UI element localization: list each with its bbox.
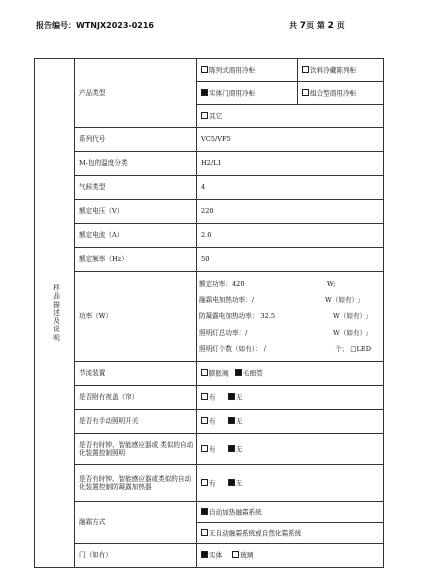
checkbox-checked-icon xyxy=(228,393,235,400)
side-char: 样 xyxy=(53,284,60,293)
checkbox-checked-icon xyxy=(201,89,208,96)
option-label: 饮料冷藏陈列柜 xyxy=(310,66,357,75)
checkbox-checked-icon xyxy=(235,369,242,376)
option-yes[interactable] xyxy=(201,445,216,454)
page-indicator xyxy=(289,20,345,31)
rated-voltage-value: 220 xyxy=(197,200,384,224)
checkbox-icon xyxy=(201,66,208,73)
checkbox-icon xyxy=(201,445,208,452)
option-label: 有 xyxy=(209,445,216,454)
rated-voltage-label: 额定电压（V） xyxy=(75,200,197,224)
auto-light-control-options xyxy=(197,434,384,465)
option-display-cooler[interactable] xyxy=(197,59,298,82)
option-label: 无 xyxy=(235,479,243,488)
climate-class-label: 气候类型 xyxy=(75,176,197,200)
product-type-label: 产品类型 xyxy=(75,59,197,128)
power-line-label: 照明灯个数（如有）： / xyxy=(199,345,266,354)
side-char: 明 xyxy=(53,333,60,342)
option-label: 组合型商用冷柜 xyxy=(310,89,357,98)
rated-frequency-label: 额定频率（Hz） xyxy=(75,248,197,272)
option-label: 膨胀阀 xyxy=(209,369,229,378)
auto-heater-control-label: 是否有时钟、智能感应器或类似的自动化装置控制防凝露加热器 xyxy=(75,465,197,502)
power-line-label: 防凝露电加热功率： 32.5 xyxy=(199,312,276,321)
auto-heater-control-options xyxy=(197,465,384,502)
option-solid-door[interactable] xyxy=(201,551,222,560)
checkbox-icon xyxy=(201,529,208,536)
option-solid-door-cooler[interactable] xyxy=(197,82,298,105)
option-combined-cooler[interactable] xyxy=(298,82,384,105)
checkbox-icon xyxy=(232,551,239,558)
power-line xyxy=(197,325,383,341)
option-capillary[interactable] xyxy=(235,369,263,378)
checkbox-checked-icon xyxy=(228,479,235,486)
option-label: 无 xyxy=(235,417,243,426)
power-line-unit: W（如有）; xyxy=(333,328,369,337)
power-line-label: 融霜电加热功率：/ xyxy=(199,295,254,304)
side-label xyxy=(35,59,75,568)
door-label: 门（如有） xyxy=(75,544,197,568)
night-cover-options xyxy=(197,386,384,410)
option-yes[interactable] xyxy=(201,417,216,426)
option-label: 实体 xyxy=(209,551,223,560)
checkbox-icon xyxy=(201,112,208,119)
rated-current-label: 额定电流（A） xyxy=(75,224,197,248)
side-char: 及 xyxy=(53,317,60,326)
option-label: 其它 xyxy=(209,112,223,121)
side-char: 描 xyxy=(53,300,60,309)
auto-light-control-label: 是否有时钟、智能感应器或 类似的自动化装置控制照明 xyxy=(75,434,197,465)
throttle-options xyxy=(197,362,384,386)
checkbox-icon xyxy=(201,393,208,400)
checkbox-icon xyxy=(302,66,309,73)
option-label: 自动加热融霜系统 xyxy=(209,508,262,517)
manual-light-switch-options xyxy=(197,410,384,434)
power-line xyxy=(197,341,383,357)
report-number-label: 报告编号： xyxy=(36,21,76,30)
option-label: 实体门商用冷柜 xyxy=(209,89,256,98)
option-label: 玻璃 xyxy=(240,551,254,560)
option-glass-door[interactable] xyxy=(232,551,253,560)
product-type-options xyxy=(197,59,384,128)
option-no[interactable] xyxy=(228,479,243,488)
option-label: 无自动融霜系统或自然化霜系统 xyxy=(209,529,302,538)
pages-mid: 页 第 xyxy=(306,21,325,30)
power-line-label: 额定功率：420 xyxy=(199,279,245,288)
side-char: 说 xyxy=(53,325,60,334)
option-label: 陈列式商用冷柜 xyxy=(209,66,256,75)
option-beverage-cooler[interactable] xyxy=(298,59,384,82)
series-code-label: 系列代号 xyxy=(75,128,197,152)
option-label: 无 xyxy=(235,393,243,402)
door-options xyxy=(197,544,384,568)
temp-class-value: H2/L1 xyxy=(197,152,384,176)
stamp-seal-fragment xyxy=(424,170,439,260)
option-no[interactable] xyxy=(228,417,243,426)
rated-current-value: 2.6 xyxy=(197,224,384,248)
checkbox-checked-icon xyxy=(201,508,208,515)
checkbox-checked-icon xyxy=(228,417,235,424)
power-details xyxy=(197,272,384,362)
option-auto-defrost[interactable] xyxy=(197,502,384,523)
checkbox-icon xyxy=(201,369,208,376)
page-current: 2 xyxy=(327,21,334,31)
pages-prefix: 共 xyxy=(289,21,297,30)
option-expansion-valve[interactable] xyxy=(201,369,229,378)
power-line-unit: W（如有）; xyxy=(333,312,369,321)
rated-frequency-value: 50 xyxy=(197,248,384,272)
series-code-value: VC5/VF5 xyxy=(197,128,384,152)
power-line xyxy=(197,308,383,324)
checkbox-checked-icon xyxy=(228,445,235,452)
option-other[interactable] xyxy=(197,105,383,128)
option-no[interactable] xyxy=(228,393,243,402)
temp-class-label: M-包的温度分类 xyxy=(75,152,197,176)
power-label: 功率（W） xyxy=(75,272,197,362)
report-number xyxy=(36,20,154,31)
power-line xyxy=(197,292,383,308)
option-yes[interactable] xyxy=(201,479,216,488)
night-cover-label: 是否附有夜盖（帘） xyxy=(75,386,197,410)
sample-description-table xyxy=(34,58,384,568)
pages-suffix: 页 xyxy=(336,21,345,30)
report-number-value: WTNJX2023-0216 xyxy=(76,21,154,30)
checkbox-icon xyxy=(201,417,208,424)
power-line xyxy=(197,276,383,292)
pages-total: 7 xyxy=(299,21,307,31)
option-no[interactable] xyxy=(228,445,243,454)
manual-light-switch-label: 是否有手动照明开关 xyxy=(75,410,197,434)
defrost-label: 融霜方式 xyxy=(75,502,197,544)
power-line-unit: W（如有）; xyxy=(325,295,361,304)
option-label: 有 xyxy=(209,393,216,402)
climate-class-value: 4 xyxy=(197,176,384,200)
checkbox-checked-icon xyxy=(201,551,208,558)
side-char: 品 xyxy=(53,292,60,301)
option-label: 有 xyxy=(209,479,216,488)
option-label: 毛细管 xyxy=(242,369,263,378)
power-line-label: 照明灯总功率：/ xyxy=(199,328,248,337)
option-yes[interactable] xyxy=(201,393,216,402)
option-label: 有 xyxy=(209,417,216,426)
checkbox-icon xyxy=(302,89,309,96)
checkbox-icon xyxy=(201,479,208,486)
power-line-unit: 个； □LED xyxy=(335,345,371,354)
power-line-unit: W; xyxy=(327,279,336,288)
option-label: 无 xyxy=(235,445,243,454)
option-no-auto-defrost[interactable] xyxy=(197,523,384,544)
side-char: 述 xyxy=(53,308,60,317)
throttle-label: 节流装置 xyxy=(75,362,197,386)
